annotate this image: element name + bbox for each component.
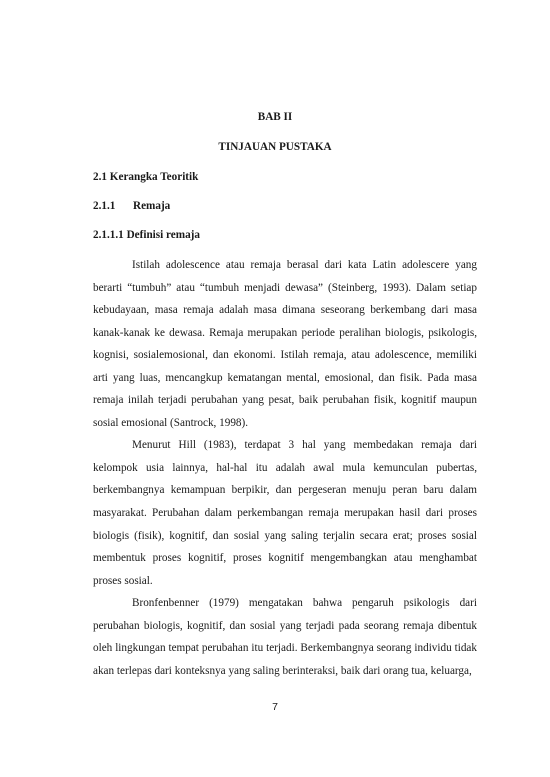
paragraph-1: Istilah adolescence atau remaja berasal dari kata Latin adolescere yang berarti “tumbuh” atau “tumbuh menjadi dewasa” (Steinberg, 1993). Dalam setiap kebudayaan, masa remaja adalah masa dimana seseorang berkembang dari masa kanak-kanak ke dewasa. Remaja merupakan periode peralihan biologis, psikologis, kognisi, sosialemosional, dan ekonomi. Istilah remaja, atau adolescence, memiliki arti yang luas, mencangkup kematangan mental, emosional, dan fisik. Pada masa remaja inilah terjadi perubahan yang pesat, baik perubahan fisik, kognitif maupun sosial emosional (Santrock, 1998). xyxy=(93,259,477,429)
paragraph-2: Menurut Hill (1983), terdapat 3 hal yang membedakan remaja dari kelompok usia lainnya, hal-hal itu adalah awal mula kemunculan pubertas, berkembangnya kemampuan berpikir, dan pergeseran menuju peran baru dalam masyarakat. Perubahan dalam perkembangan remaja merupakan hasil dari proses biologis (fisik), kognitif, dan sosial yang saling terjalin secara erat; proses sosial membentuk proses kognitif, proses kognitif mengembangkan atau menghambat proses sosial. xyxy=(93,439,477,587)
chapter-title: TINJAUAN PUSTAKA xyxy=(218,141,332,153)
page-number: 7 xyxy=(272,701,278,713)
chapter-label: BAB II xyxy=(257,111,293,123)
body-text xyxy=(93,254,477,682)
section-heading: 2.1 Kerangka Teoritik xyxy=(93,171,199,183)
subsection-heading xyxy=(93,200,170,212)
subsection-number: 2.1.1 xyxy=(93,200,116,212)
subsubsection-heading: 2.1.1.1 Definisi remaja xyxy=(93,229,200,241)
subsection-title: Remaja xyxy=(133,200,171,212)
paragraph-3: Bronfenbenner (1979) mengatakan bahwa pengaruh psikologis dari perubahan biologis, kognitif, dan sosial yang terjadi pada seorang remaja dibentuk oleh lingkungan tempat perubahan itu terjadi. Berkembangnya seorang individu tidak akan terlepas dari konteksnya yang saling berinteraksi, baik dari orang tua, keluarga, xyxy=(93,597,477,677)
